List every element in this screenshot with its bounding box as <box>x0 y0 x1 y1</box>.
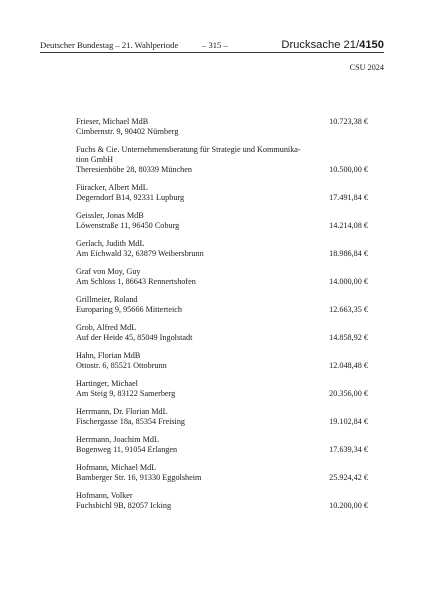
donor-name: Grob, Alfred MdL <box>76 323 137 332</box>
entry-donor <box>76 435 306 455</box>
donation-amount: 14.858,92 € <box>329 333 368 342</box>
list-item <box>76 183 368 203</box>
donor-name: Fuchs & Cie. Unternehmensberatung für Strategie und Kommunika- <box>76 145 301 154</box>
donation-amount: 17.639,34 € <box>329 445 368 454</box>
donation-amount: 12.663,35 € <box>329 305 368 314</box>
donor-name: Hartinger, Michael <box>76 379 138 388</box>
donor-address-line: Am Schloss 1, 86643 Rennertshofen <box>76 277 196 286</box>
donor-address-line: Fischergasse 18a, 85354 Freising <box>76 417 186 426</box>
donor-name: Hahn, Florian MdB <box>76 351 141 360</box>
donor-name: Geissler, Jonas MdB <box>76 211 144 220</box>
list-item <box>76 117 368 137</box>
header-parliament-label: Deutscher Bundestag – 21. Wahlperiode <box>40 40 179 50</box>
donor-address-line: Europaring 9, 95666 Mitterteich <box>76 305 182 314</box>
donor-name: Frieser, Michael MdB <box>76 117 149 126</box>
donation-amount: 20.356,00 € <box>329 389 368 398</box>
entry-donor <box>76 351 306 371</box>
list-item <box>76 295 368 315</box>
donation-amount: 25.924,42 € <box>329 473 368 482</box>
donation-amount: 10.500,00 € <box>329 165 368 174</box>
donation-amount: 10.200,00 € <box>329 501 368 510</box>
donor-name: Herrmann, Joachim MdL <box>76 435 159 444</box>
donor-name: Gerlach, Judith MdL <box>76 239 145 248</box>
donor-name: Grillmeier, Roland <box>76 295 138 304</box>
donor-address-line: Am Eichwald 32, 63879 Weibersbrunn <box>76 249 204 258</box>
header-rule <box>40 52 384 53</box>
entry-donor <box>76 463 306 483</box>
list-item <box>76 435 368 455</box>
donation-amount: 18.986,84 € <box>329 249 368 258</box>
donor-name: Hofmann, Volker <box>76 491 133 500</box>
list-item <box>76 491 368 511</box>
donor-address-line: Löwenstraße 11, 96450 Coburg <box>76 221 180 230</box>
list-item <box>76 379 368 399</box>
donation-amount: 10.723,38 € <box>329 117 368 126</box>
donation-amount: 14.000,00 € <box>329 277 368 286</box>
page-header <box>40 38 384 50</box>
donor-name: Herrmann, Dr. Florian MdL <box>76 407 168 416</box>
donation-amount: 12.048,48 € <box>329 361 368 370</box>
donor-address-line: Bogenweg 11, 91054 Erlangen <box>76 445 178 454</box>
entry-donor <box>76 323 306 343</box>
entry-donor <box>76 407 306 427</box>
entry-donor <box>76 211 306 231</box>
donation-amount: 19.102,84 € <box>329 417 368 426</box>
list-item <box>76 239 368 259</box>
donor-address-line: Theresienhöhe 28, 80339 München <box>76 165 192 174</box>
donor-address-line: Ottostr. 6, 85521 Ottobrunn <box>76 361 167 370</box>
donor-name: Hofmann, Michael MdL <box>76 463 157 472</box>
entry-donor <box>76 117 306 137</box>
donation-amount: 14.214,08 € <box>329 221 368 230</box>
donor-address-line: tion GmbH <box>76 155 114 164</box>
entry-donor <box>76 379 306 399</box>
donor-address-line: Cimbernstr. 9, 90402 Nürnberg <box>76 127 179 136</box>
document-number <box>281 39 384 51</box>
entry-donor <box>76 145 306 175</box>
party-year-label: CSU 2024 <box>349 63 384 72</box>
donor-address-line: Fuchsbichl 9B, 82057 Icking <box>76 501 172 510</box>
list-item <box>76 351 368 371</box>
page-number: – 315 – <box>202 40 228 50</box>
list-item <box>76 211 368 231</box>
donor-address-line: Degerndorf B14, 92331 Lupburg <box>76 193 185 202</box>
list-item <box>76 145 368 175</box>
list-item <box>76 323 368 343</box>
donor-address-line: Auf der Heide 45, 85049 Ingolstadt <box>76 333 193 342</box>
list-item <box>76 407 368 427</box>
donor-name: Graf von Moy, Guy <box>76 267 141 276</box>
donor-name: Füracker, Albert MdL <box>76 183 148 192</box>
list-item <box>76 267 368 287</box>
document-number-bold: 4150 <box>359 39 384 51</box>
entry-donor <box>76 295 306 315</box>
document-number-prefix: Drucksache 21/ <box>281 39 360 51</box>
donor-address-line: Bamberger Str. 16, 91330 Eggolsheim <box>76 473 202 482</box>
entry-donor <box>76 183 306 203</box>
entry-donor <box>76 239 306 259</box>
entry-donor <box>76 267 306 287</box>
list-item <box>76 463 368 483</box>
donation-amount: 17.491,84 € <box>329 193 368 202</box>
entry-donor <box>76 491 306 511</box>
donor-address-line: Am Steig 9, 83122 Samerberg <box>76 389 176 398</box>
